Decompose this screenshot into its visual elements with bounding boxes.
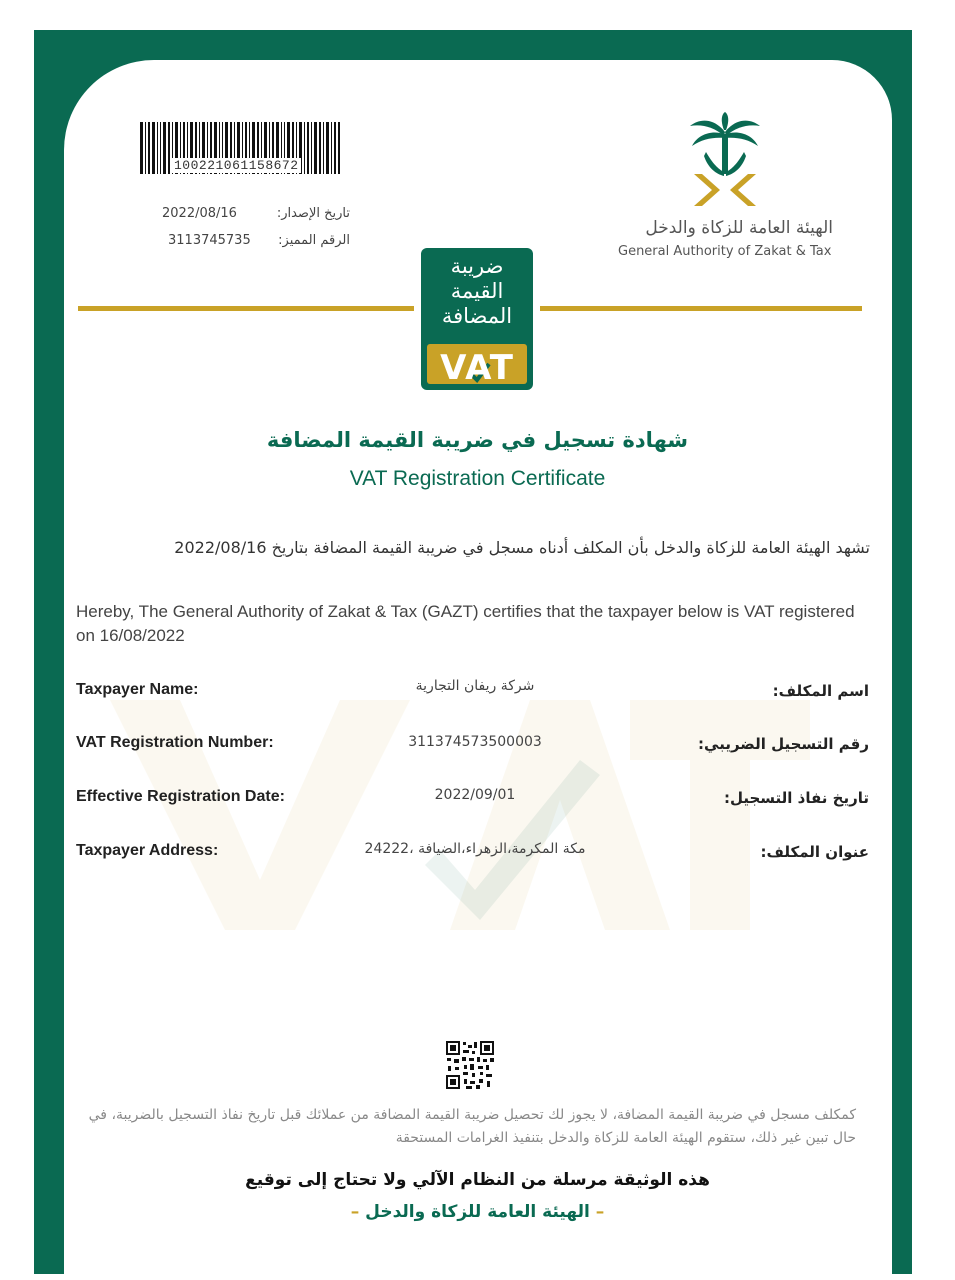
barcode-number: 100221061158672 — [174, 158, 299, 173]
authority-name-arabic: الهيئة العامة للزكاة والدخل — [645, 218, 833, 238]
qr-code — [446, 1041, 494, 1089]
effective-date-label-ar: تاريخ نفاذ التسجيل: — [723, 789, 869, 807]
taxpayer-name-label-ar: اسم المكلف: — [772, 682, 869, 700]
signature-dash-right: – — [595, 1202, 605, 1222]
taxpayer-name-value: شركة ريفان التجارية — [415, 678, 535, 694]
vat-badge-line2: القيمة — [450, 279, 504, 303]
vat-number-value: 311374573500003 — [408, 734, 542, 750]
footer-note-arabic: كمكلف مسجل في ضريبة القيمة المضافة، لا يجوز لك تحصيل ضريبة القيمة المضافة من عملائك قبل تاريخ نفاذ التسجيل بالضريبة، في حال تبين غير ذلك، ستقوم الهيئة العامة للزكاة والدخل بتنفيذ الغرامات المستحقة — [88, 1107, 856, 1146]
issue-date-label: تاريخ الإصدار: — [276, 206, 350, 221]
certificate-title-arabic: شهادة تسجيل في ضريبة القيمة المضافة — [266, 428, 689, 452]
intro-english: Hereby, The General Authority of Zakat & Tax (GAZT) certifies that the taxpayer below is VAT registered on 16/08/2022 — [76, 602, 855, 645]
vat-number-label-ar: رقم التسجيل الضريبي: — [698, 735, 869, 753]
signature-dash-left: – — [350, 1202, 360, 1222]
vat-badge-label: VAT — [440, 348, 514, 388]
effective-date-label-en: Effective Registration Date: — [76, 788, 285, 805]
intro-arabic: تشهد الهيئة العامة للزكاة والدخل بأن المكلف أدناه مسجل في ضريبة القيمة المضافة بتاريخ 2022/08/16 — [174, 538, 870, 557]
gold-divider-left — [78, 306, 414, 311]
address-label-en: Taxpayer Address: — [76, 842, 219, 859]
unique-id-value: 3113745735 — [168, 233, 251, 248]
certificate-title-english: VAT Registration Certificate — [349, 467, 606, 490]
unique-id-label: الرقم المميز: — [278, 233, 350, 248]
authority-name-english: General Authority of Zakat & Tax — [618, 244, 832, 259]
vat-badge-arabic — [428, 254, 526, 329]
vat-watermark — [110, 690, 810, 940]
gazt-palm-logo-icon — [684, 112, 766, 210]
system-generated-notice: هذه الوثيقة مرسلة من النظام الآلي ولا تحتاج إلى توقيع — [245, 1170, 710, 1190]
signature-text: الهيئة العامة للزكاة والدخل — [365, 1202, 590, 1222]
issue-date-value: 2022/08/16 — [162, 206, 237, 221]
effective-date-value: 2022/09/01 — [434, 787, 516, 803]
taxpayer-name-label-en: Taxpayer Name: — [76, 681, 199, 698]
address-value: مكة المكرمة،الزهراء،الضيافة ،24222 — [364, 841, 586, 857]
vat-number-label-en: VAT Registration Number: — [76, 734, 274, 751]
vat-badge-line1: ضريبة — [450, 254, 504, 278]
vat-badge-line3: المضافة — [441, 304, 513, 328]
authority-signature — [0, 1202, 955, 1222]
gold-divider-right — [540, 306, 862, 311]
address-label-ar: عنوان المكلف: — [760, 843, 869, 861]
